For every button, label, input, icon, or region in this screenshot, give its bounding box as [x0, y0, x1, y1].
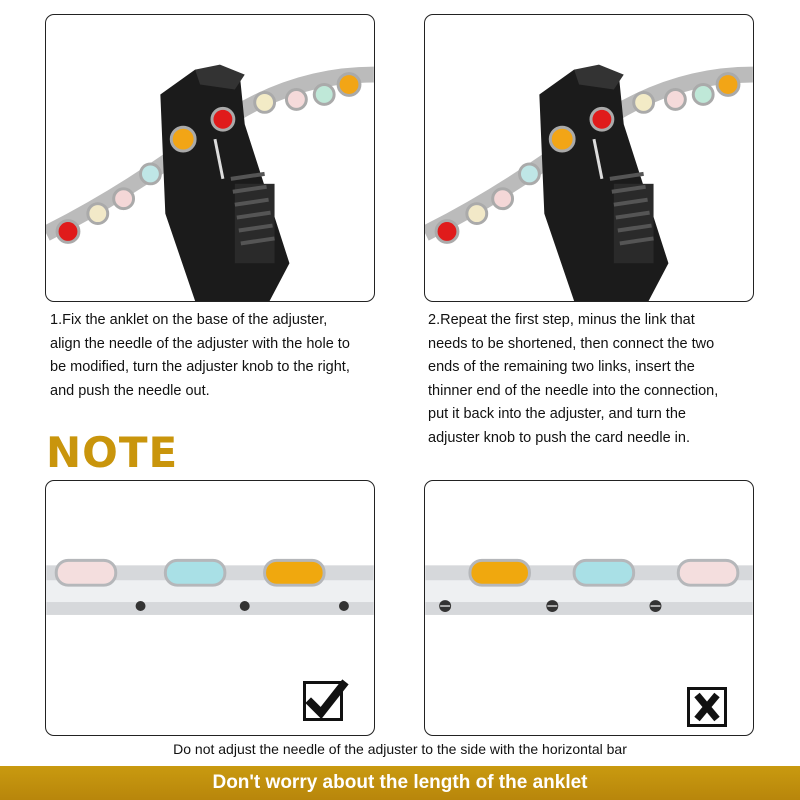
x-mark-icon: [687, 687, 727, 727]
note-heading: NOTE: [46, 428, 179, 477]
step1-photo-panel: [45, 14, 375, 302]
correct-orientation-panel: [45, 480, 375, 736]
incorrect-orientation-panel: [424, 480, 754, 736]
correct-mark-box: [303, 681, 343, 721]
incorrect-mark-box: [687, 687, 727, 727]
step1-adjuster-photo: [46, 15, 374, 301]
footer-text: Don't worry about the length of the anklet: [212, 772, 588, 793]
step1-instructions: 1.Fix the anklet on the base of the adjuster, align the needle of the adjuster with the hole to be modified, turn the adjuster knob to the right, and push the needle out.: [50, 312, 350, 399]
orientation-caption: Do not adjust the needle of the adjuster to the side with the horizontal bar: [173, 741, 627, 757]
footer-banner: [0, 766, 800, 800]
step2-instructions: 2.Repeat the first step, minus the link that needs to be shortened, then connect the two ends of the remaining two links, insert the thinner end of the needle into the connection, put it back into the adjuster, and turn the adjuster knob to push the card needle in.: [428, 312, 719, 446]
check-mark-icon: [303, 681, 343, 721]
step2-adjuster-photo: [425, 15, 753, 301]
step2-photo-panel: [424, 14, 754, 302]
